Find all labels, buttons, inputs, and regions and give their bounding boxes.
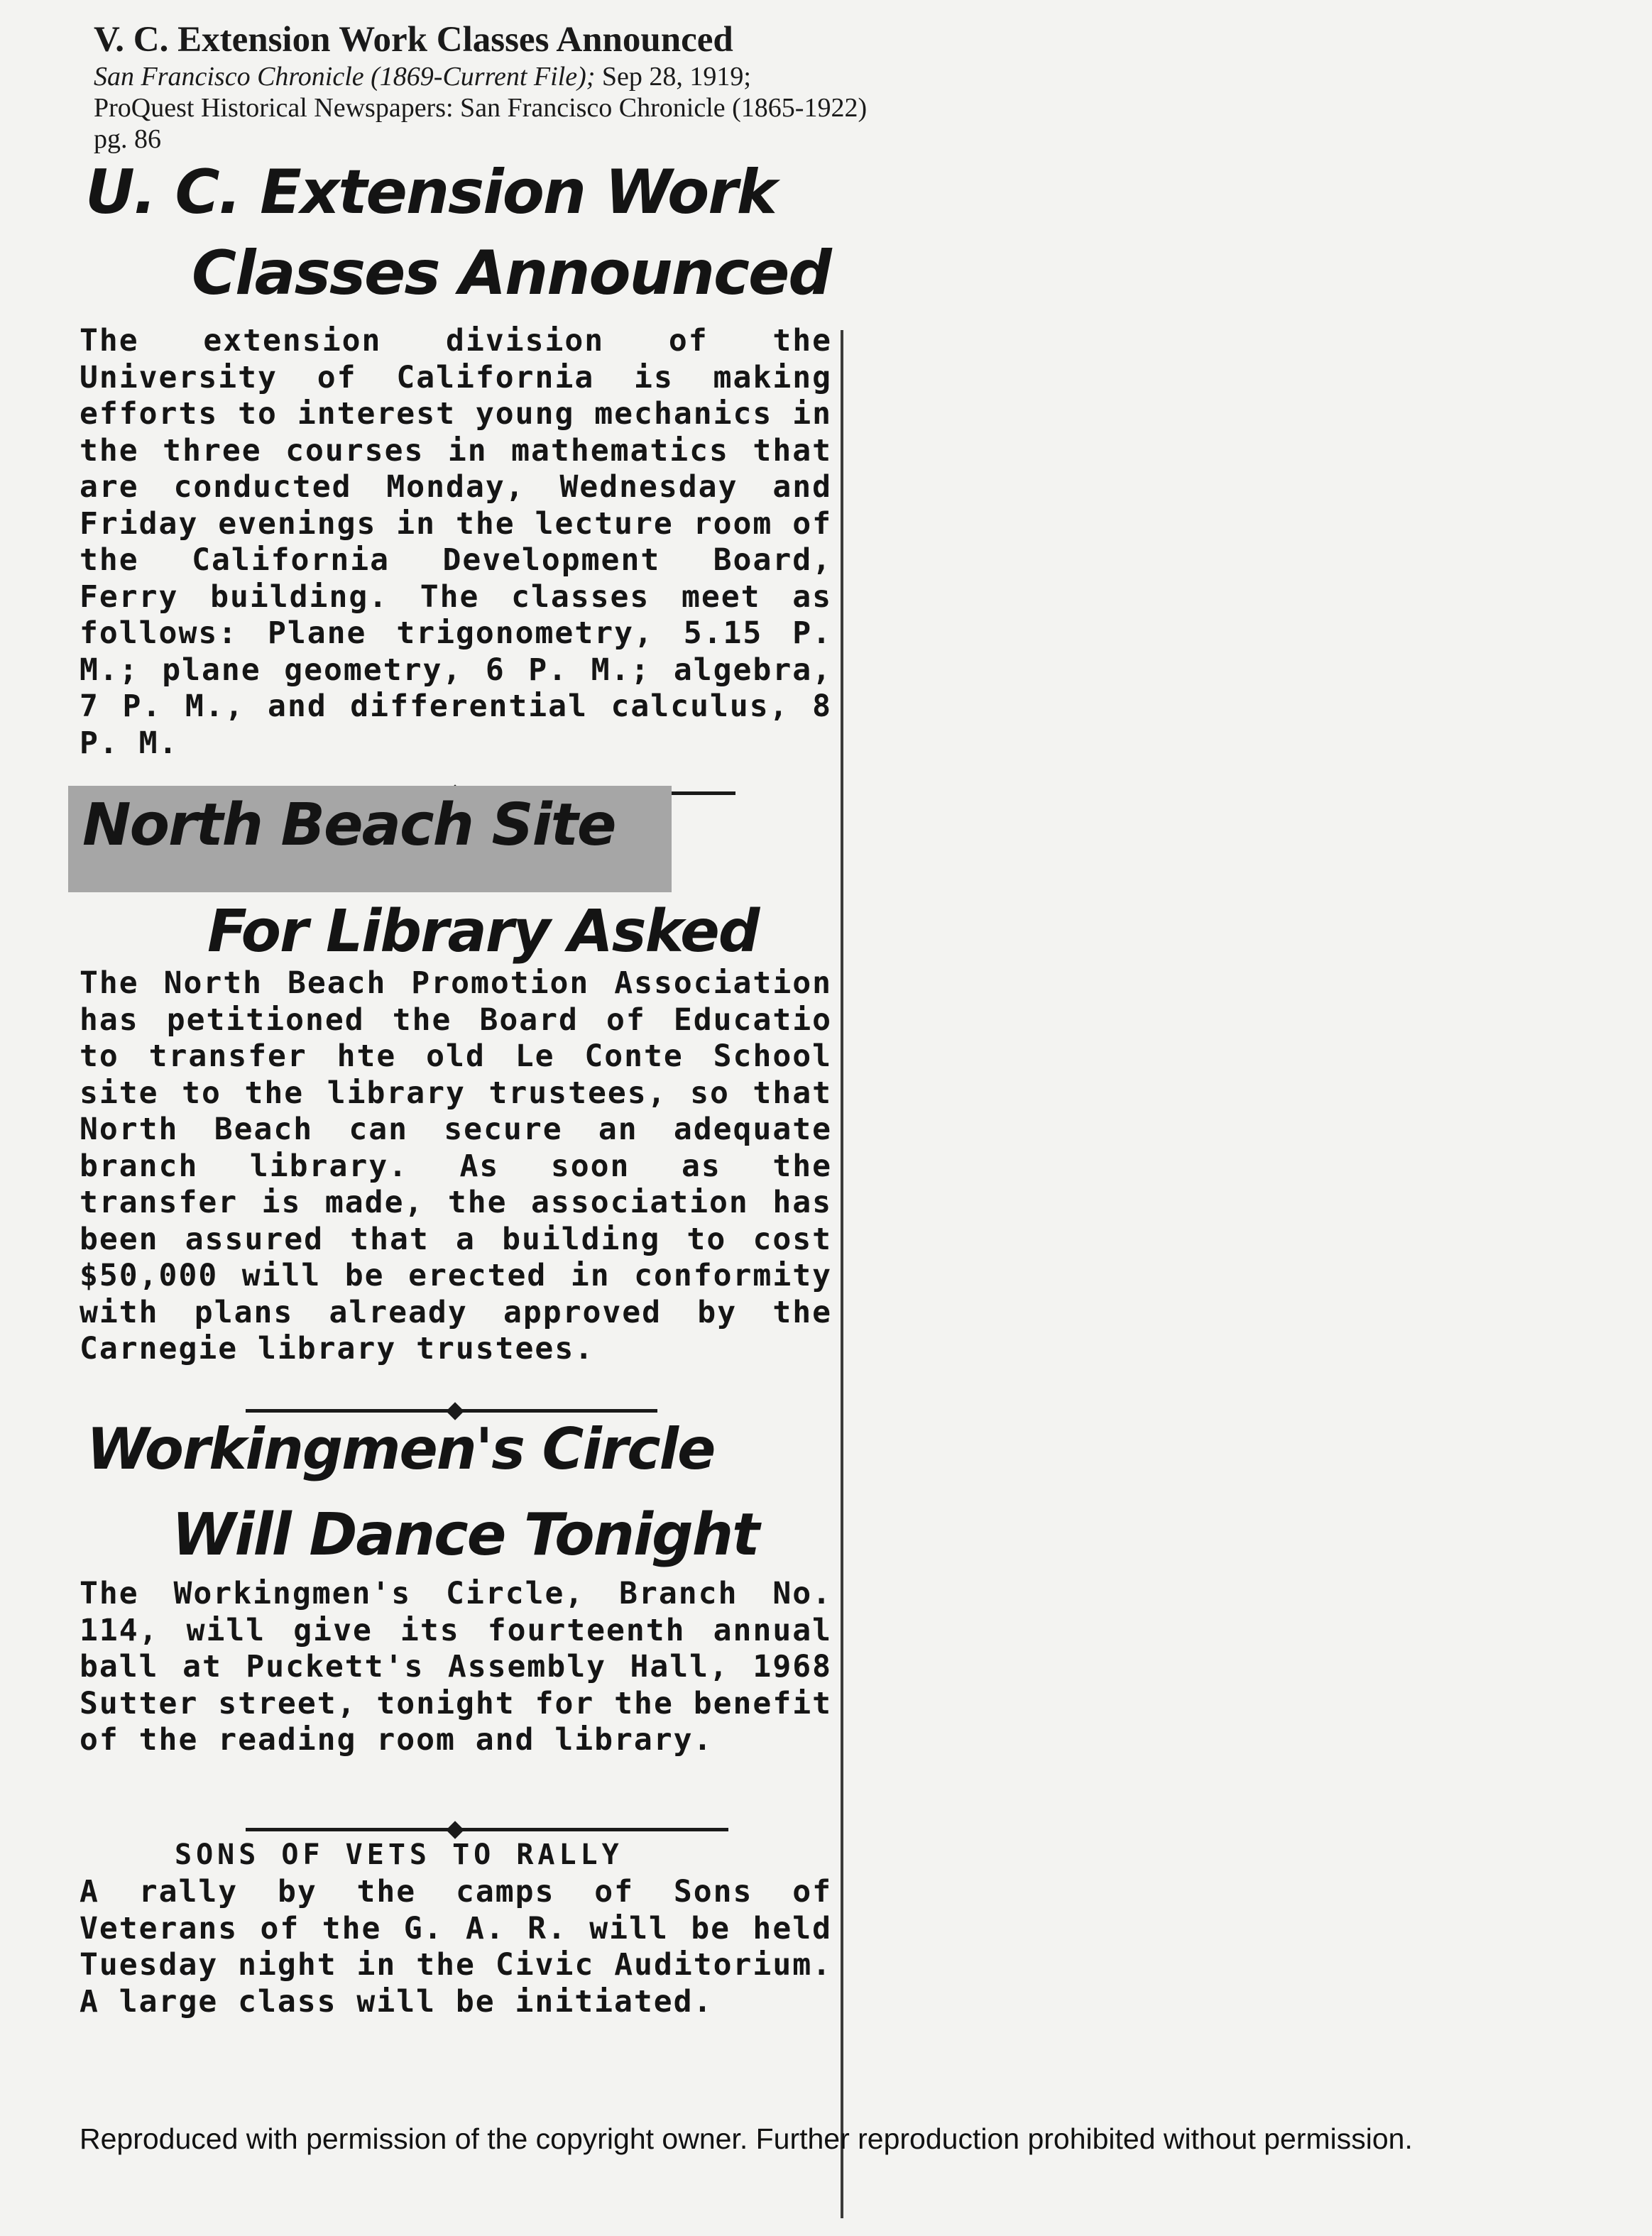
article-3-headline-line-1: Workingmen's Circle	[87, 1416, 715, 1482]
citation-date: Sep 28, 1919;	[601, 62, 751, 92]
article-2-body: The North Beach Promotion Association has petitioned the Board of Educatio to transfer hte old Le Conte School site to the library trustees, so that North Beach can secure an adequate branch library. As soon as the transfer is made, the association has been assured that a building to cost $50,000 will be erected in conformity with plans already approved by the Carnegie library trustees.	[80, 965, 832, 1366]
article-divider	[246, 1828, 728, 1831]
article-4-body: A rally by the camps of Sons of Veterans of the G. A. R. will be held Tuesday night in the Civic Auditorium. A large class will be initiated.	[80, 1874, 832, 2019]
copyright-notice: Reproduced with permission of the copyright owner. Further reproduction prohibited without permission.	[80, 2122, 1413, 2155]
citation-title: V. C. Extension Work Classes Announced	[94, 20, 733, 60]
article-1-headline-line-1: U. C. Extension Work	[85, 157, 776, 228]
column-rule	[841, 330, 843, 2218]
citation-source: San Francisco Chronicle (1869-Current File);	[94, 62, 596, 92]
citation-database: ProQuest Historical Newspapers: San Francisco Chronicle (1865-1922)	[94, 93, 868, 123]
citation-header	[94, 18, 1159, 155]
article-3-headline-line-2: Will Dance Tonight	[172, 1501, 759, 1569]
newspaper-clipping	[68, 146, 843, 2076]
article-3-body: The Workingmen's Circle, Branch No. 114, will give its fourteenth annual ball at Puckett's Assembly Hall, 1968 Sutter street, tonight for the benefit of the reading room and library.	[80, 1576, 832, 1758]
article-1-body: The extension division of the University of California is making efforts to interest young mechanics in the three courses in mathematics that are conducted Monday, Wednesday and Friday evenings in the lecture room of the California Development Board, Ferry building. The classes meet as follows: Plane trigonometry, 5.15 P. M.; plane geometry, 6 P. M.; algebra, 7 P. M., and differential calculus, 8 P. M.	[80, 323, 832, 761]
divider-ornament	[446, 1821, 464, 1838]
article-1-headline-line-2: Classes Announced	[192, 238, 831, 309]
article-2-headline-line-2: For Library Asked	[207, 898, 759, 965]
article-2-headline-line-1: North Beach Site	[82, 791, 616, 859]
citation-page: pg. 86	[94, 124, 161, 154]
citation-source-line	[94, 61, 1159, 92]
article-4-subhead: SONS OF VETS TO RALLY	[175, 1838, 623, 1871]
